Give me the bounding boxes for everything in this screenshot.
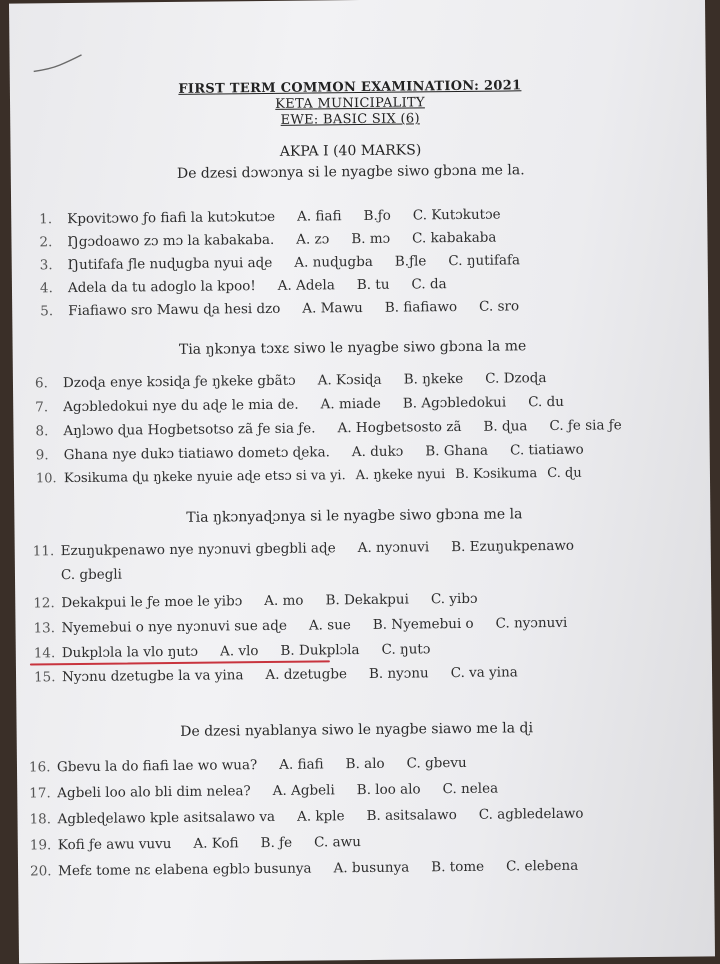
question-number: 20. — [29, 863, 52, 880]
option-c: C. nyɔnuvi — [495, 614, 568, 632]
question-13 — [33, 615, 567, 637]
option-c: C. da — [411, 276, 447, 293]
question-number: 3. — [39, 257, 53, 274]
question-number: 11. — [32, 543, 55, 560]
option-b: B. Kɔsikuma — [455, 466, 538, 483]
option-a: A. nyɔnuvi — [357, 539, 430, 557]
municipality: KETA MUNICIPALITY — [275, 95, 425, 112]
option-c: C. tiatiawo — [509, 441, 584, 459]
question-number: 12. — [33, 595, 55, 612]
option-b: B. Nyemebui o — [372, 615, 474, 633]
question-number: 2. — [39, 234, 53, 251]
option-b: B. ƒe — [260, 834, 293, 852]
question-text: Kofi ƒe awu vuvu — [57, 836, 172, 854]
question-text: Ezuŋukpenawo nye nyɔnuvi gbegbli aɖe — [60, 540, 336, 560]
option-c: C. yibɔ — [430, 590, 478, 608]
red-pen-underline — [30, 660, 330, 665]
question-text: Mefɛ tome nɛ elabena egblɔ busunya — [57, 860, 312, 880]
exam-paper — [9, 0, 715, 964]
option-b: B.ƒle — [394, 253, 427, 270]
option-a: A. fiafi — [297, 208, 342, 225]
option-b: B. Agɔbledokui — [402, 394, 507, 412]
pen-tick-mark — [29, 51, 89, 82]
question-16 — [29, 755, 467, 776]
question-text: Aŋlɔwo ɖua Hogbetsotso zã ƒe sia ƒe. — [63, 420, 316, 440]
question-number: 7. — [35, 399, 49, 416]
section-2-instruction: Tia ŋkɔnya tɔxɛ siwo le nyagbe siwo gbɔna la me — [178, 338, 527, 358]
option-a: A. ŋkeke nyui — [355, 467, 446, 484]
question-text: Agɔbledokui nye du aɖe le mia de. — [63, 396, 299, 416]
question-text: Gbevu la do fiafi lae wo wua? — [56, 757, 258, 776]
option-c: C. ɖu — [547, 465, 582, 482]
option-a: A. vlo — [219, 643, 259, 660]
option-a: A. Agbeli — [272, 782, 335, 799]
question-number: 16. — [28, 759, 51, 776]
question-number: 9. — [35, 447, 49, 464]
question-20 — [30, 858, 578, 880]
option-b: B. Dukplɔla — [280, 642, 360, 659]
option-a: A. Adela — [277, 277, 335, 294]
question-text: Ghana nye dukɔ tiatiawo dometɔ ɖeka. — [63, 444, 330, 464]
question-number: 4. — [39, 280, 53, 297]
option-b: B. loo alo — [356, 781, 421, 799]
option-a: A. miade — [320, 395, 381, 413]
option-c: C. ŋutɔ — [381, 641, 431, 658]
question-number: 13. — [33, 620, 56, 637]
question-number: 18. — [29, 811, 52, 828]
option-b: B. nyɔnu — [368, 665, 429, 682]
question-text: Nyemebui o nye nyɔnuvi sue aɖe — [61, 617, 287, 637]
question-text: Dzoɖa enye kɔsiɖa ƒe ŋkeke gbãtɔ — [62, 372, 296, 392]
option-c: C. ƒe sia ƒe — [549, 417, 622, 435]
question-text: Nyɔnu dzetugbe la va yina — [61, 667, 244, 686]
option-b: B. fiafiawo — [384, 298, 458, 316]
question-17 — [29, 781, 498, 802]
option-b: B. ŋkeke — [403, 370, 464, 388]
option-c: C. agbledelawo — [478, 805, 584, 823]
question-18 — [29, 806, 583, 828]
question-text: Adela da tu adoglo la kpoo! — [67, 278, 256, 297]
question-11-option-c-line — [61, 567, 122, 584]
option-c: C. Dzoɖa — [485, 370, 547, 387]
option-c: C. gbevu — [406, 754, 467, 772]
question-text: Agbleɖelawo kple asitsalawo va — [57, 808, 276, 828]
question-text: Fiafiawo sro Mawu ɖa hesi dzo — [68, 300, 281, 320]
option-c: C. ŋutifafa — [448, 252, 521, 270]
option-c: C. sro — [479, 298, 520, 315]
question-4 — [40, 276, 447, 296]
option-a: A. Hogbetsosto zã — [337, 418, 462, 437]
option-b: B.ƒo — [363, 207, 391, 224]
option-a: A. zɔ — [296, 231, 330, 248]
option-c: C. Kutɔkutɔe — [412, 206, 501, 224]
option-c: C. du — [528, 393, 565, 411]
question-number: 15. — [33, 669, 56, 686]
question-14 — [34, 641, 431, 661]
option-b: B. alo — [345, 755, 385, 773]
subject-class: EWE: BASIC SIX (6) — [280, 111, 420, 128]
exam-title: FIRST TERM COMMON EXAMINATION: 2021 — [178, 78, 522, 97]
question-7 — [35, 394, 564, 416]
option-a: A. sue — [308, 617, 351, 634]
section-4-instruction: De dzesi nyablanya siwo le nyagbe siawo me la ɖi — [180, 720, 534, 740]
option-b: B. tu — [356, 276, 390, 294]
option-a: A. mo — [264, 592, 304, 610]
question-text: Agbeli loo alo bli dim nelea? — [57, 783, 251, 802]
option-a: A. fiafi — [279, 756, 324, 773]
option-c: C. nelea — [442, 780, 499, 798]
option-b: B. ɖua — [483, 418, 528, 435]
option-a: A. Kofi — [193, 835, 239, 852]
question-text: Dekakpui le ƒe moe le yibɔ — [61, 593, 243, 612]
option-a: A. dzetugbe — [265, 666, 348, 684]
question-text: Ŋutifafa ƒle nuɖugba nyui aɖe — [67, 254, 273, 274]
option-c: C. elebena — [506, 857, 579, 875]
part-heading: AKPA I (40 MARKS) — [279, 142, 422, 160]
option-b: B. Ezuŋukpenawo — [451, 537, 575, 556]
option-b: B. Ghana — [425, 442, 489, 460]
section-1-instruction: De dzesi dɔwɔnya si le nyagbe siwo gbɔna me la. — [176, 162, 525, 182]
option-a: A. kple — [296, 808, 345, 825]
question-15 — [34, 664, 518, 685]
question-10 — [36, 466, 582, 487]
question-text: Kpovitɔwo ƒo fiafi la kutɔkutɔe — [67, 208, 276, 228]
option-a: A. nuɖugba — [294, 253, 373, 271]
option-b: B. tome — [431, 858, 485, 876]
question-8 — [35, 417, 621, 439]
question-text: Dukplɔla la vlo ŋutɔ — [61, 643, 199, 662]
option-b: B. asitsalawo — [366, 807, 457, 824]
question-number: 8. — [35, 423, 49, 440]
question-text: Ŋgɔdoawo zɔ mɔ la kabakaba. — [67, 231, 275, 251]
question-3 — [40, 252, 520, 273]
question-19 — [30, 834, 361, 853]
question-1 — [39, 207, 501, 228]
question-number: 14. — [33, 645, 56, 662]
option-a: A. dukɔ — [351, 443, 404, 461]
question-12 — [33, 591, 477, 612]
option-b: B. Dekakpui — [325, 591, 409, 609]
question-number: 17. — [29, 785, 51, 802]
question-number: 1. — [39, 211, 53, 228]
question-number: 10. — [35, 471, 57, 487]
question-number: 5. — [40, 303, 54, 320]
question-9 — [36, 442, 584, 464]
question-2 — [39, 230, 496, 251]
option-c: C. gbegli — [60, 566, 123, 584]
question-6 — [35, 370, 547, 391]
question-number: 19. — [29, 837, 52, 854]
option-b: B. mɔ — [351, 230, 391, 248]
option-c: C. kabakaba — [412, 229, 497, 247]
option-a: A. busunya — [333, 859, 410, 877]
question-text: Kɔsikuma ɖu ŋkeke nyuie aɖe etsɔ si va yi. — [63, 468, 346, 487]
question-number: 6. — [34, 375, 48, 392]
option-a: A. Kɔsiɖa — [317, 371, 382, 389]
option-c: C. awu — [314, 834, 361, 851]
option-a: A. Mawu — [302, 299, 363, 317]
section-3-instruction: Tia ŋkɔnyaɖɔnya si le nyagbe siwo gbɔna me la — [186, 506, 523, 526]
option-c: C. va yina — [450, 664, 518, 682]
question-5 — [40, 298, 519, 319]
question-11 — [33, 538, 574, 560]
